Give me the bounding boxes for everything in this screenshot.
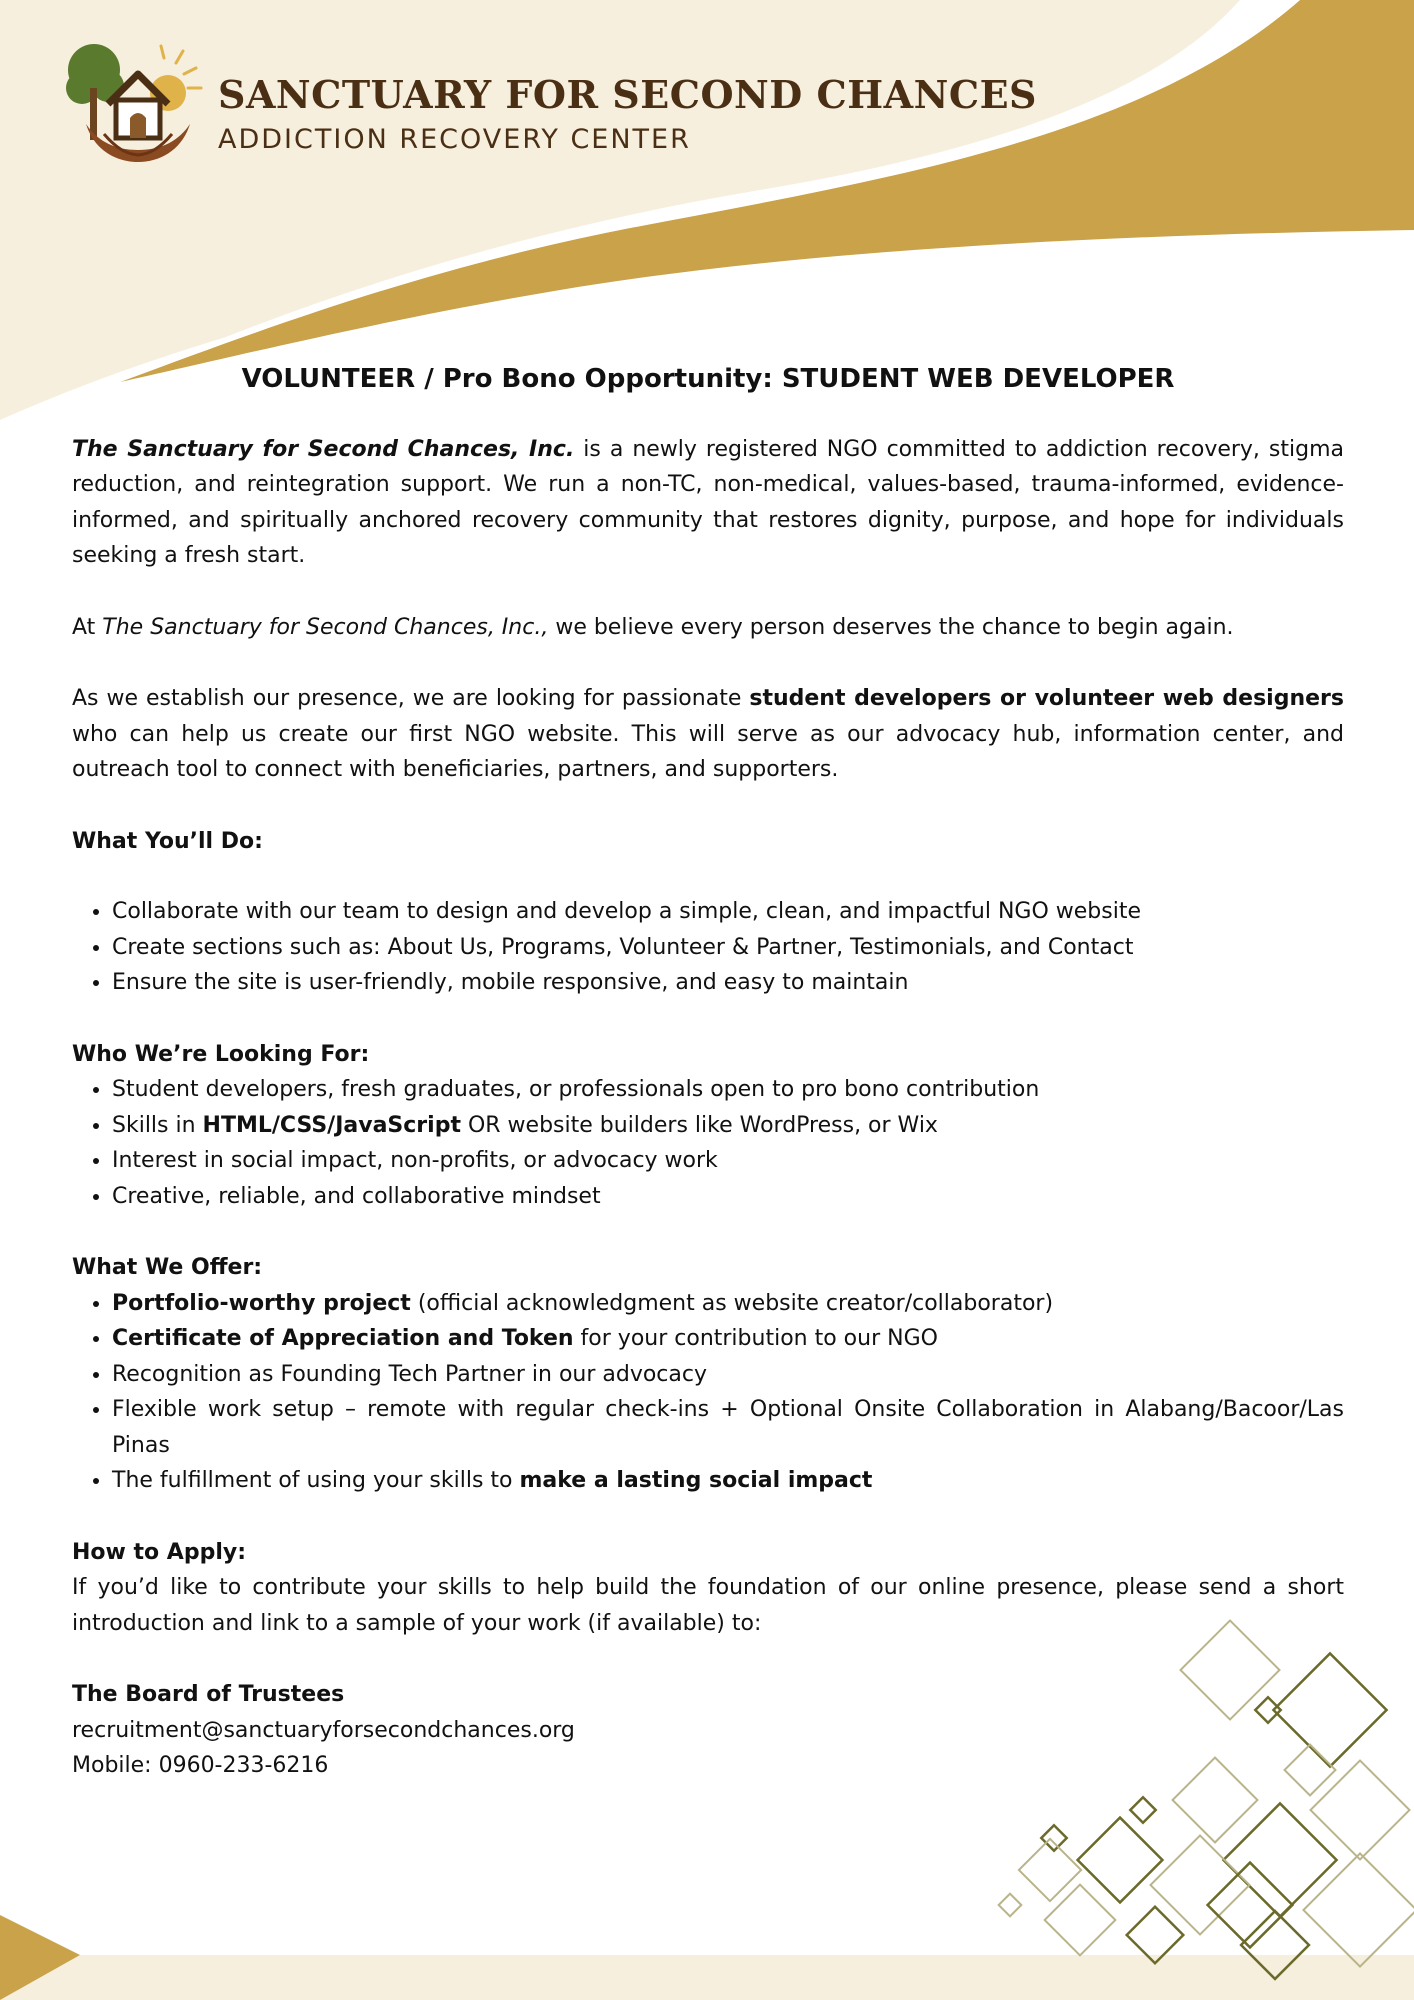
logo-block [64, 38, 1037, 168]
apply-text: If you’d like to contribute your skills to help build the foundation of our online presence, please send a short introduction and link to a sample of your work (if available) to: [72, 1575, 1344, 1636]
list-item: • Collaborate with our team to design and develop a simple, clean, and impactful NGO website [112, 894, 1344, 930]
list-item [112, 1286, 1344, 1322]
offer-list [72, 1286, 1344, 1499]
looking-bold: student developers or volunteer web designers [749, 686, 1344, 711]
document-body [72, 362, 1344, 1784]
skills-suffix: OR website builders like WordPress, or Wix [460, 1112, 938, 1138]
org-subtitle: ADDICTION RECOVERY CENTER [218, 124, 691, 155]
intro-paragraph [72, 432, 1344, 574]
list-item: • Recognition as Founding Tech Partner in our advocacy [112, 1357, 1344, 1393]
offer-item2-bold: Certificate of Appreciation and Token [112, 1326, 574, 1351]
contact-name: The Board of Trustees [72, 1682, 345, 1707]
skills-bold: HTML/CSS/JavaScript [202, 1112, 461, 1138]
org-name: SANCTUARY FOR SECOND CHANCES [218, 72, 1037, 117]
belief-org-name: The Sanctuary for Second Chances, Inc., [102, 614, 549, 640]
looking-paragraph [72, 681, 1344, 788]
logo-icon [64, 38, 204, 168]
contact-email[interactable]: recruitment@sanctuaryforsecondchances.org [72, 1717, 575, 1743]
belief-text: we believe every person deserves the chance to begin again. [548, 614, 1234, 640]
list-item: • Flexible work setup – remote with regular check-ins + Optional Onsite Collaboration in Alabang/Bacoor/Las Pinas [112, 1392, 1344, 1463]
looking-prefix: As we establish our presence, we are looking for passionate [72, 686, 750, 711]
org-name-inline: The Sanctuary for Second Chances, Inc. [72, 436, 575, 462]
apply-heading: How to Apply: [72, 1539, 247, 1565]
list-item: • Student developers, fresh graduates, or professionals open to pro bono contribution [112, 1072, 1344, 1108]
page-title: VOLUNTEER / Pro Bono Opportunity: STUDENT WEB DEVELOPER [241, 364, 1175, 394]
offer-item1-rest: (official acknowledgment as website creator/collaborator) [410, 1290, 1054, 1316]
list-item: • Creative, reliable, and collaborative mindset [112, 1179, 1344, 1215]
offer-heading: What We Offer: [72, 1255, 263, 1280]
gold-corner-triangle [0, 1915, 80, 2000]
cream-footer-band [0, 1955, 1414, 2000]
list-item [112, 1321, 1344, 1357]
list-item [112, 1463, 1344, 1499]
offer-item5-bold: make a lasting social impact [519, 1468, 873, 1493]
list-item [112, 1108, 1344, 1144]
list-item: • Ensure the site is user-friendly, mobile responsive, and easy to maintain [112, 965, 1344, 1001]
list-item: • Interest in social impact, non-profits, or advocacy work [112, 1143, 1344, 1179]
offer-item2-rest: for your contribution to our NGO [573, 1326, 938, 1351]
belief-paragraph [72, 610, 1344, 646]
looking-for-heading: Who We’re Looking For: [72, 1041, 370, 1067]
list-item: • Create sections such as: About Us, Programs, Volunteer & Partner, Testimonials, and Contact [112, 930, 1344, 966]
looking-for-list [72, 1072, 1344, 1214]
intro-text: is a newly registered NGO committed to addiction recovery, stigma reduction, and reintegration support. We run a non-TC, non-medical, values-based, trauma-informed, evidence-informed, and spiritually anchored recovery community that restores dignity, purpose, and hope for individuals seeking a fresh start. [72, 436, 1344, 568]
what-you-do-list [72, 894, 1344, 1001]
looking-text: who can help us create our first NGO website. This will serve as our advocacy hub, information center, and outreach tool to connect with beneficiaries, partners, and supporters. [72, 721, 1344, 782]
offer-item1-bold: Portfolio-worthy project [112, 1290, 411, 1316]
what-you-do-heading: What You’ll Do: [72, 828, 263, 854]
offer-item5-prefix: The fulfillment of using your skills to [112, 1468, 520, 1493]
skills-prefix: Skills in [112, 1112, 203, 1138]
belief-prefix: At [72, 614, 103, 640]
contact-mobile: Mobile: 0960-233-6216 [72, 1753, 329, 1778]
